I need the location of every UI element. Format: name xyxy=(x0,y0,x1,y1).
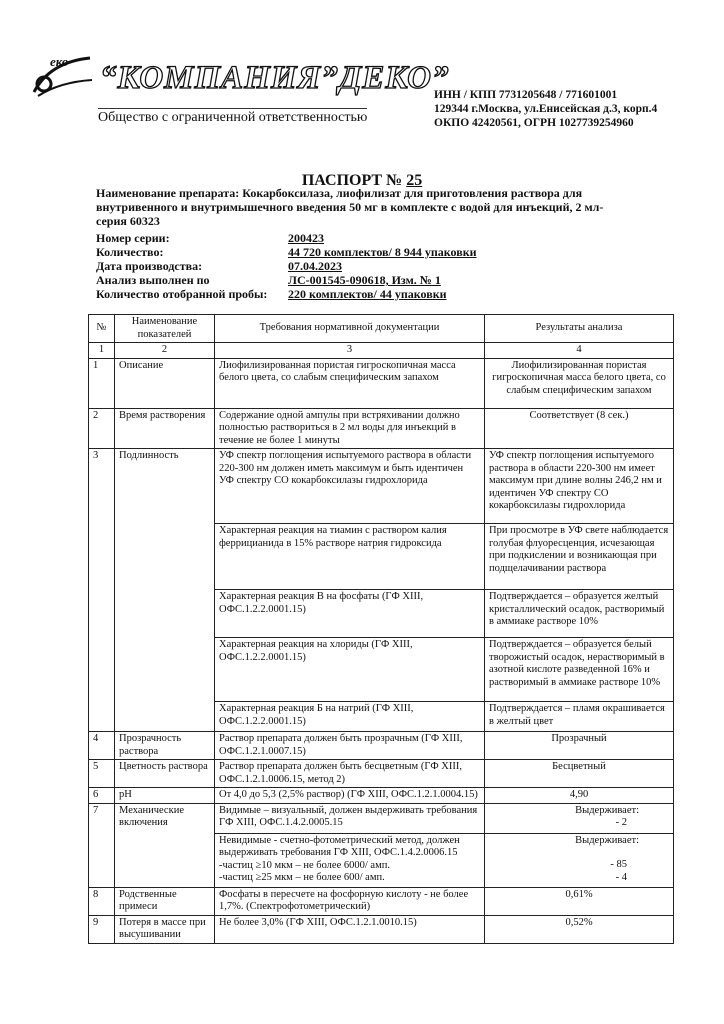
result-value: - 85 xyxy=(610,859,627,870)
result-title: Выдерживает: xyxy=(575,804,639,816)
row-name: Описание xyxy=(115,358,215,408)
series-label: Номер серии: xyxy=(96,231,170,245)
row-number: 5 xyxy=(89,760,115,788)
col-number: 2 xyxy=(115,343,215,359)
result-title: Выдерживает: xyxy=(575,834,639,846)
result-value: - 4 xyxy=(615,871,627,883)
row-number: 1 xyxy=(89,358,115,408)
row-name: Механические включения xyxy=(115,803,215,887)
header-requirements: Требования нормативной документации xyxy=(215,315,485,343)
col-number: 1 xyxy=(89,343,115,359)
logo-mark-text: еко xyxy=(50,54,69,69)
row-result xyxy=(485,833,674,887)
row-result: Лиофилизированная пористая гигроскопичная масса белого цвета, со слабым специфическим запахом xyxy=(485,358,674,408)
row-requirement: От 4,0 до 5,3 (2,5% раствор) (ГФ XIII, ОФС.1.2.1.0004.15) xyxy=(215,788,485,804)
series-value: 200423 xyxy=(288,231,324,245)
requirement-line: -частиц ≥25 мкм – не более 600/ амп. xyxy=(219,872,385,883)
requirement-line: -частиц ≥10 мкм – не более 6000/ амп. xyxy=(219,859,390,871)
quantity-row xyxy=(96,245,477,260)
row-result: 0,52% xyxy=(485,915,674,943)
inn-kpp: ИНН / КПП 7731205648 / 771601001 xyxy=(434,89,618,101)
column-numbers-row xyxy=(89,343,674,359)
table-row xyxy=(89,760,674,788)
header-name: Наименование показателей xyxy=(115,315,215,343)
row-result: Прозрачный xyxy=(485,732,674,760)
analysis-value: ЛС-001545-090618, Изм. № 1 xyxy=(288,273,441,287)
table-row xyxy=(89,358,674,408)
row-name: Прозрачность раствора xyxy=(115,732,215,760)
analysis-table xyxy=(88,314,674,944)
quantity-label: Количество: xyxy=(96,245,164,259)
sample-label: Количество отобранной пробы: xyxy=(96,287,268,301)
analysis-label: Анализ выполнен по xyxy=(96,273,210,287)
title-number: 25 xyxy=(406,172,423,189)
title-prefix: ПАСПОРТ № xyxy=(301,172,403,189)
table-row xyxy=(89,449,674,524)
row-requirement: Видимые – визуальный, должен выдерживать требования ГФ XIII, ОФС.1.4.2.0005.15 xyxy=(215,803,485,833)
company-name: “КОМПАНИЯ”ДЕКО” xyxy=(100,60,450,96)
quantity-value: 44 720 комплектов/ 8 944 упаковки xyxy=(288,245,477,259)
row-result: 0,61% xyxy=(485,887,674,915)
row-number: 3 xyxy=(89,449,115,732)
row-name: Подлинность xyxy=(115,449,215,732)
table-row xyxy=(89,408,674,449)
table-header-row xyxy=(89,315,674,343)
row-result: Соответствует (8 сек.) xyxy=(485,408,674,449)
date-label: Дата производства: xyxy=(96,259,203,273)
row-requirement: Характерная реакция на хлориды (ГФ XIII, ОФС.1.2.2.0001.15) xyxy=(215,638,485,702)
sample-value: 220 комплектов/ 44 упаковки xyxy=(288,287,447,301)
row-number: 2 xyxy=(89,408,115,449)
address: 129344 г.Москва, ул.Енисейская д.3, корп.4 xyxy=(434,103,658,115)
row-number: 8 xyxy=(89,887,115,915)
row-requirement: Не более 3,0% (ГФ XIII, ОФС.1.2.1.0010.15) xyxy=(215,915,485,943)
row-result: Бесцветный xyxy=(485,760,674,788)
company-subtitle: Общество с ограниченной ответственностью xyxy=(98,110,368,125)
table-row xyxy=(89,788,674,804)
row-requirement xyxy=(215,833,485,887)
col-number: 3 xyxy=(215,343,485,359)
table-row xyxy=(89,887,674,915)
row-requirement: Раствор препарата должен быть прозрачным (ГФ XIII, ОФС.1.2.1.0007.15) xyxy=(215,732,485,760)
row-name: Время растворения xyxy=(115,408,215,449)
header-results: Результаты анализа xyxy=(485,315,674,343)
row-result: Подтверждается – образуется белый творожистый осадок, нерастворимый в азотной кислоте разведенной 16% и растворимый в аммиаке растворе 10% xyxy=(485,638,674,702)
row-number: 4 xyxy=(89,732,115,760)
analysis-row xyxy=(96,273,441,288)
row-result: Подтверждается – пламя окрашивается в желтый цвет xyxy=(485,702,674,732)
sample-row xyxy=(96,287,447,302)
row-number: 9 xyxy=(89,915,115,943)
date-row xyxy=(96,259,342,274)
requirement-text: Невидимые - счетно-фотометрический метод, должен выдерживать требования ГФ XIII, ОФС.1.4.2.0006.15 xyxy=(219,834,460,858)
row-name: Потеря в массе при высушивании xyxy=(115,915,215,943)
okpo-ogrn: ОКПО 42420561, ОГРН 1027739254960 xyxy=(434,117,634,129)
row-name: Цветность раствора xyxy=(115,760,215,788)
table-row xyxy=(89,803,674,833)
company-requisites xyxy=(434,88,657,130)
row-requirement: Характерная реакция В на фосфаты (ГФ XIII, ОФС.1.2.2.0001.15) xyxy=(215,590,485,638)
row-requirement: Характерная реакция Б на натрий (ГФ XIII, ОФС.1.2.2.0001.15) xyxy=(215,702,485,732)
row-result: Подтверждается – образуется желтый кристаллический осадок, растворимый в аммиаке растворе 10% xyxy=(485,590,674,638)
row-result: При просмотре в УФ свете наблюдается голубая флуоресценция, исчезающая при подкислении и возникающая при подщелачивании раствора xyxy=(485,524,674,590)
preparation-info xyxy=(96,186,636,228)
row-requirement: Содержание одной ампулы при встряхивании должно полностью раствориться в 2 мл воды для инъекций в течение не более 1 минуты xyxy=(215,408,485,449)
row-requirement: Фосфаты в пересчете на фосфорную кислоту - не более 1,7%. (Спектрофотометрический) xyxy=(215,887,485,915)
row-number: 7 xyxy=(89,803,115,887)
series-row xyxy=(96,231,324,246)
row-number: 6 xyxy=(89,788,115,804)
row-requirement: Лиофилизированная пористая гигроскопичная масса белого цвета, со слабым специфическим запахом xyxy=(215,358,485,408)
col-number: 4 xyxy=(485,343,674,359)
table-row xyxy=(89,915,674,943)
row-name: pH xyxy=(115,788,215,804)
row-result xyxy=(485,803,674,833)
row-name: Родственные примеси xyxy=(115,887,215,915)
preparation-name: Наименование препарата: Кокарбоксилаза, лиофилизат для приготовления раствора для внутривенного и внутримышечного введения 50 мг в комплекте с водой для инъекций, 2 мл- серия 60323 xyxy=(96,186,604,228)
date-value: 07.04.2023 xyxy=(288,259,342,273)
company-logo xyxy=(30,52,450,132)
header-no: № xyxy=(89,315,115,343)
result-value: - 2 xyxy=(615,817,627,828)
row-requirement: Раствор препарата должен быть бесцветным (ГФ XIII, ОФС.1.2.1.0006.15, метод 2) xyxy=(215,760,485,788)
table-row xyxy=(89,732,674,760)
row-requirement: Характерная реакция на тиамин с раствором калия феррицианида в 15% растворе натрия гидроксида xyxy=(215,524,485,590)
row-result: 4,90 xyxy=(485,788,674,804)
row-result: УФ спектр поглощения испытуемого раствора в области 220-300 нм имеет максимум при длине волны 246,2 нм и идентичен УФ спектру СО кокарбоксилазы гидрохлорида xyxy=(485,449,674,524)
row-requirement: УФ спектр поглощения испытуемого раствора в области 220-300 нм должен иметь максимум и быть идентичен УФ спектру СО кокарбоксилазы гидрохлорида xyxy=(215,449,485,524)
